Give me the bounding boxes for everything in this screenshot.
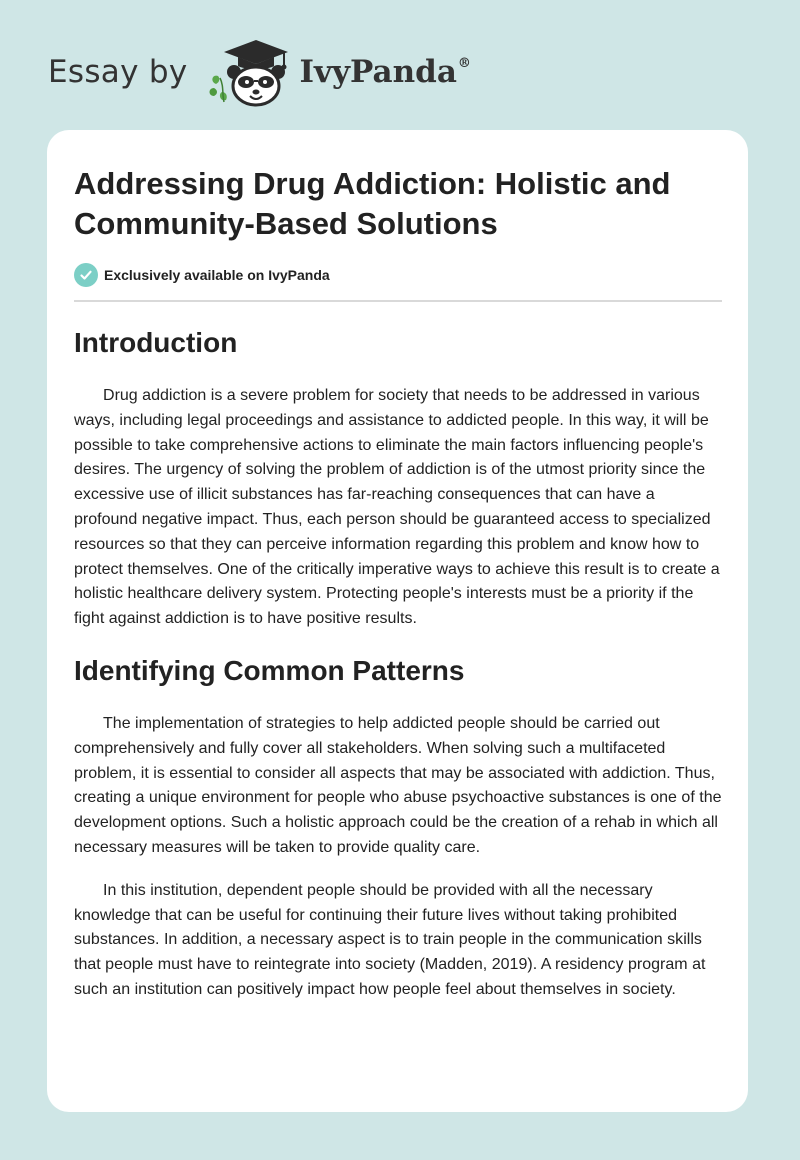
ivy-leaf-icon xyxy=(209,76,226,102)
ivypanda-logo-icon[interactable] xyxy=(204,36,294,108)
section-heading-introduction: Introduction xyxy=(74,327,238,358)
registered-mark: ® xyxy=(457,55,471,71)
exclusive-badge xyxy=(74,263,722,302)
essay-title: Addressing Drug Addiction: Holistic and Community-Based Solutions xyxy=(74,166,671,241)
paragraph: In this institution, dependent people should be provided with all the necessary knowledge that can be useful for continuing their future lives without taking prohibited substances. In addition, a necessary aspect is to train people in the communication skills that people must have to reintegrate into society (Madden, 2019). A residency program at such an institution can positively impact how people feel about themselves in society. xyxy=(74,881,706,998)
section-heading-identifying-common-patterns: Identifying Common Patterns xyxy=(74,654,465,686)
brand-name[interactable]: IvyPanda® xyxy=(299,54,471,90)
exclusive-label: Exclusively available on IvyPanda xyxy=(104,267,330,283)
check-icon xyxy=(74,263,98,287)
essay-by-label: Essay by xyxy=(48,54,188,90)
site-header xyxy=(48,36,471,108)
paragraph: Drug addiction is a severe problem for society that needs to be addressed in various ways, including legal proceedings and assistance to addicted people. In this way, it will be possible to take comprehensive actions to eliminate the main factors influencing people's desires. The urgency of solving the problem of addiction is of the utmost priority since the excessive use of illicit substances has far-reaching consequences that can have a profound negative impact. Thus, each person should be guaranteed access to specialized resources so that they can perceive information regarding this problem and know how to protect themselves. One of the critically imperative ways to achieve this result is to create a holistic healthcare delivery system. Protecting people's interests must be a priority if the fight against addiction is to have positive results. xyxy=(74,387,720,628)
essay-card xyxy=(47,130,748,1112)
paragraph: The implementation of strategies to help addicted people should be carried out comprehensively and fully cover all stakeholders. When solving such a multifaceted problem, it is essential to consider all aspects that may be associated with addiction. Thus, creating a unique environment for people who abuse psychoactive substances is one of the development options. Such a holistic approach could be the creation of a rehab in which all necessary measures will be taken to provide quality care. xyxy=(74,714,722,856)
